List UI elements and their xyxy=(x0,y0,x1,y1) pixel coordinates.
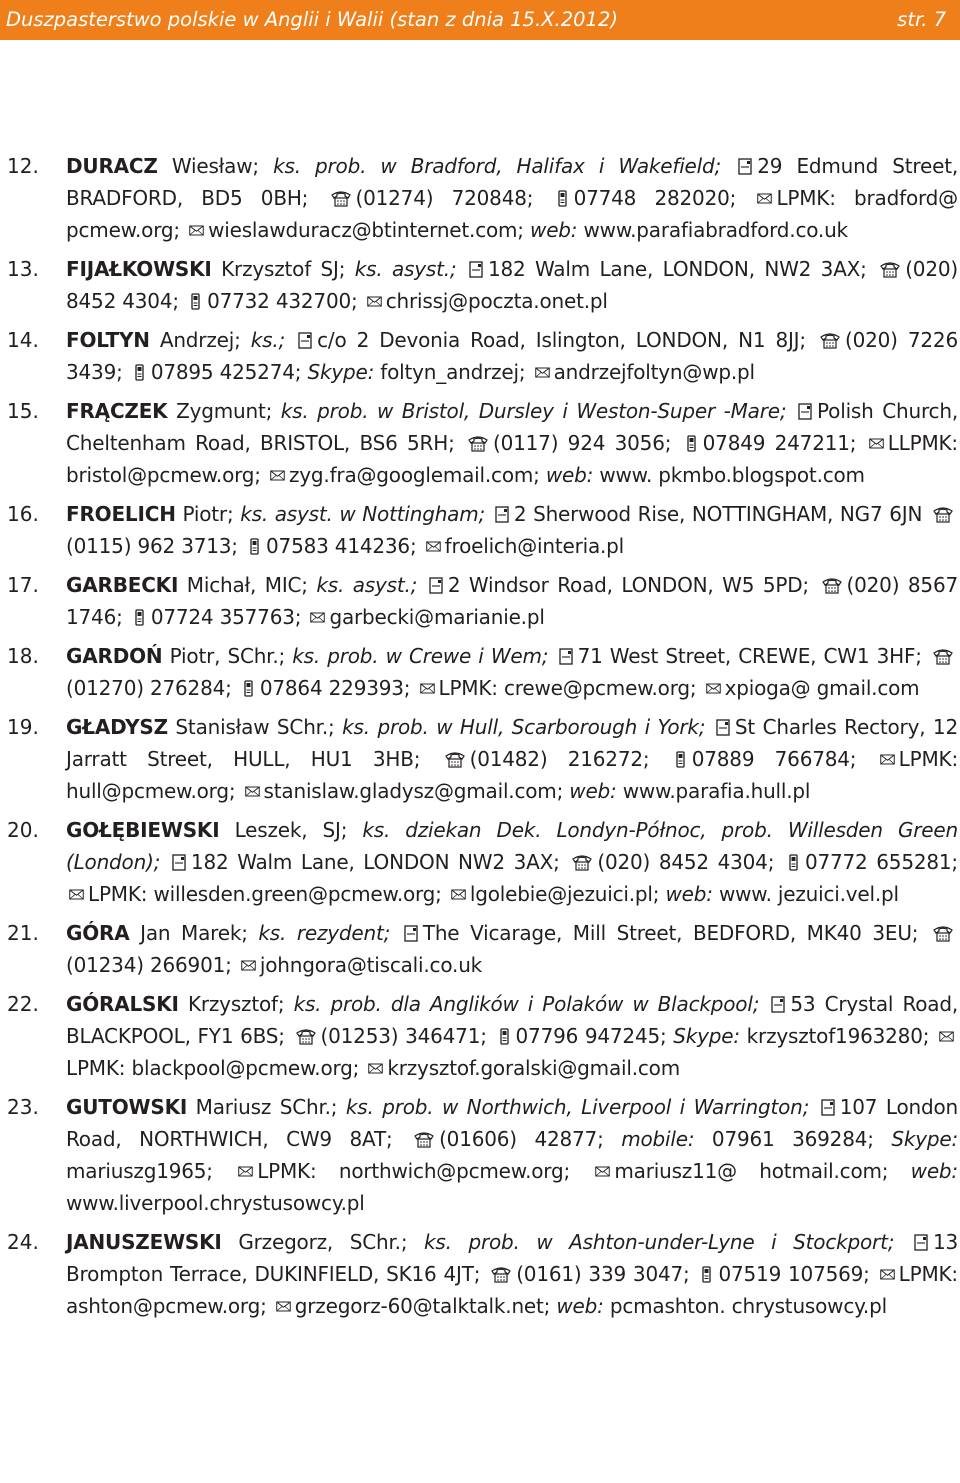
entry-name: GÓRALSKI xyxy=(66,992,179,1016)
entry-title: ks. prob. dla Anglików i Polaków w Blackpool; xyxy=(293,992,760,1016)
entry-email[interactable]: johngora@tiscali.co.uk xyxy=(259,953,483,977)
phone-icon xyxy=(879,260,901,278)
entry-name: GÓRA xyxy=(66,921,130,945)
entry-firstname: Stanisław SChr.; xyxy=(167,715,343,739)
entry-address: 29 Edmund Street, BRADFORD, BD5 0BH; xyxy=(66,154,958,210)
page-number: str. 7 xyxy=(897,8,946,31)
email-icon xyxy=(245,783,260,800)
email-icon xyxy=(426,538,441,555)
web-label: web: xyxy=(530,218,578,242)
entry-firstname: Piotr; xyxy=(175,502,241,526)
entry-mobile: 07849 247211; xyxy=(702,431,857,455)
email-icon xyxy=(367,293,382,310)
entry-name: FRĄCZEK xyxy=(66,399,168,423)
directory-list xyxy=(0,150,960,1322)
mobile-icon xyxy=(555,190,570,207)
entry-website[interactable]: www.parafiabradford.co.uk xyxy=(583,218,848,242)
entry-firstname: Piotr, SChr.; xyxy=(162,644,293,668)
directory-entry xyxy=(0,1091,960,1219)
entry-firstname: Leszek, SJ; xyxy=(219,818,363,842)
entry-email[interactable]: garbecki@marianie.pl xyxy=(329,605,545,629)
email-icon xyxy=(276,1298,291,1315)
entry-phone: (020) 7226 3439; xyxy=(66,328,958,384)
address-icon xyxy=(404,925,419,942)
email-icon xyxy=(535,364,550,381)
directory-entry xyxy=(0,917,960,981)
entry-title: ks. asyst.; xyxy=(354,257,457,281)
entry-number: 13. xyxy=(7,257,39,281)
phone-icon xyxy=(413,1130,435,1148)
entry-name: GUTOWSKI xyxy=(66,1095,188,1119)
entry-website[interactable]: pcmashton. chrystusowcy.pl xyxy=(609,1294,887,1318)
address-icon xyxy=(559,648,574,665)
phone-icon xyxy=(821,576,843,594)
email-icon xyxy=(238,1163,253,1180)
address-icon xyxy=(821,1099,836,1116)
email-icon xyxy=(69,886,84,903)
entry-title: ks. prob. w Crewe i Wem; xyxy=(292,644,549,668)
entry-firstname: Wiesław; xyxy=(157,154,274,178)
entry-address: St Charles Rectory, 12 Jarratt Street, HULL, HU1 3HB; xyxy=(66,715,958,771)
phone-icon xyxy=(467,434,489,452)
entry-number: 23. xyxy=(7,1095,39,1119)
entry-email[interactable]: stanislaw.gladysz@gmail.com; xyxy=(263,779,564,803)
entry-email[interactable]: chrissj@poczta.onet.pl xyxy=(385,289,608,313)
entry-email[interactable]: wieslawduracz@btinternet.com; xyxy=(208,218,524,242)
entry-phone: (0161) 339 3047; xyxy=(516,1262,690,1286)
entry-firstname: Grzegorz, SChr.; xyxy=(221,1230,425,1254)
entry-address: 71 West Street, CREWE, CW1 3HF; xyxy=(577,644,922,668)
entry-website[interactable]: www. pkmbo.blogspot.com xyxy=(599,463,865,487)
address-icon xyxy=(429,577,444,594)
entry-name: JANUSZEWSKI xyxy=(66,1230,222,1254)
entry-body xyxy=(66,324,958,388)
entry-mobile: 07961 369284; xyxy=(711,1127,874,1151)
email-icon xyxy=(270,467,285,484)
entry-email[interactable]: LPMK: blackpool@pcmew.org; xyxy=(66,1056,360,1080)
entry-name: FIJAŁKOWSKI xyxy=(66,257,212,281)
address-icon xyxy=(798,403,813,420)
entry-body xyxy=(66,1226,958,1322)
entry-mobile: 07796 947245; xyxy=(515,1024,667,1048)
directory-entry xyxy=(0,640,960,704)
entry-phone: (020) 8452 4304; xyxy=(597,850,775,874)
entry-body xyxy=(66,640,958,704)
email-icon xyxy=(368,1060,383,1077)
entry-name: GARBECKI xyxy=(66,573,179,597)
entry-number: 21. xyxy=(7,921,39,945)
mobile-icon xyxy=(241,680,256,697)
entry-website[interactable]: www. jezuici.vel.pl xyxy=(718,882,899,906)
entry-email[interactable]: LPMK: crewe@pcmew.org; xyxy=(438,676,697,700)
entry-email[interactable]: zyg.fra@googlemail.com; xyxy=(289,463,540,487)
entry-body xyxy=(66,988,958,1084)
entry-body xyxy=(66,1091,958,1219)
phone-icon xyxy=(330,189,352,207)
web-label: web: xyxy=(665,882,713,906)
entry-mobile: 07519 107569; xyxy=(718,1262,870,1286)
mobile-icon xyxy=(786,854,801,871)
entry-email[interactable]: froelich@interia.pl xyxy=(444,534,625,558)
entry-email[interactable]: LPMK: northwich@pcmew.org; xyxy=(257,1159,571,1183)
entry-name: GŁADYSZ xyxy=(66,715,168,739)
address-icon xyxy=(298,332,313,349)
entry-number: 14. xyxy=(7,328,39,352)
entry-title: ks. asyst.; xyxy=(316,573,418,597)
page-header xyxy=(0,0,960,40)
mobile-icon xyxy=(699,1266,714,1283)
directory-entry xyxy=(0,1226,960,1322)
entry-phone: (01270) 276284; xyxy=(66,676,232,700)
directory-entry xyxy=(0,569,960,633)
entry-email[interactable]: grzegorz-60@talktalk.net; xyxy=(294,1294,551,1318)
entry-title: ks. prob. w Hull, Scarborough i York; xyxy=(342,715,706,739)
entry-phone: (01274) 720848; xyxy=(355,186,534,210)
entry-phone: (01253) 346471; xyxy=(320,1024,487,1048)
entry-address: 13 Brompton Terrace, DUKINFIELD, SK16 4JT; xyxy=(66,1230,958,1286)
entry-skype: krzysztof1963280; xyxy=(746,1024,930,1048)
entry-phone: (0117) 924 3056; xyxy=(493,431,672,455)
email-icon xyxy=(757,190,772,207)
entry-mobile: 07732 432700; xyxy=(207,289,358,313)
entry-skype: foltyn_andrzej; xyxy=(380,360,526,384)
entry-number: 16. xyxy=(7,502,39,526)
entry-name: FOLTYN xyxy=(66,328,150,352)
email-icon xyxy=(880,1266,895,1283)
mobile-icon xyxy=(684,435,699,452)
entry-body xyxy=(66,814,958,910)
entry-mobile: 07748 282020; xyxy=(573,186,737,210)
entry-email[interactable]: andrzejfoltyn@wp.pl xyxy=(553,360,755,384)
entry-mobile: 07724 357763; xyxy=(150,605,302,629)
mobile-icon xyxy=(188,293,203,310)
phone-icon xyxy=(490,1265,512,1283)
phone-icon xyxy=(295,1027,317,1045)
entry-title: ks. prob. w Bristol, Dursley i Weston-Super -Mare; xyxy=(280,399,787,423)
phone-icon xyxy=(571,853,593,871)
entry-title: ks. prob. w Bradford, Halifax i Wakefield; xyxy=(273,154,722,178)
entry-phone: (01482) 216272; xyxy=(469,747,650,771)
entry-email[interactable]: krzysztof.goralski@gmail.com xyxy=(387,1056,680,1080)
entry-name: GOŁĘBIEWSKI xyxy=(66,818,220,842)
entry-address: 2 Sherwood Rise, NOTTINGHAM, NG7 6JN xyxy=(513,502,923,526)
mobile-icon xyxy=(247,538,262,555)
entry-email[interactable]: LPMK: ashton@pcmew.org; xyxy=(66,1262,958,1318)
entry-name: DURACZ xyxy=(66,154,158,178)
phone-icon xyxy=(932,924,954,942)
entry-address: The Vicarage, Mill Street, BEDFORD, MK40 3EU; xyxy=(422,921,919,945)
entry-body xyxy=(66,395,958,491)
entry-address: 182 Walm Lane, LONDON NW2 3AX; xyxy=(190,850,560,874)
email-icon xyxy=(189,222,204,239)
entry-skype: mariuszg1965; xyxy=(66,1159,213,1183)
entry-number: 18. xyxy=(7,644,39,668)
email-icon xyxy=(706,680,721,697)
entry-title: ks.; xyxy=(250,328,286,352)
mobile-icon xyxy=(673,751,688,768)
entry-address: 2 Windsor Road, LONDON, W5 5PD; xyxy=(447,573,809,597)
directory-entry xyxy=(0,324,960,388)
entry-email[interactable]: lgolebie@jezuici.pl; xyxy=(469,882,660,906)
entry-phone: (0115) 962 3713; xyxy=(66,534,238,558)
entry-address: 107 London Road, NORTHWICH, CW9 8AT; xyxy=(66,1095,958,1151)
phone-icon xyxy=(932,647,954,665)
entry-name: FROELICH xyxy=(66,502,176,526)
entry-title: ks. asyst. w Nottingham; xyxy=(240,502,486,526)
header-title: Duszpasterstwo polskie w Anglii i Walii (stan z dnia 15.X.2012) xyxy=(6,8,618,31)
entry-mobile: 07583 414236; xyxy=(266,534,417,558)
entry-firstname: Zygmunt; xyxy=(167,399,281,423)
directory-entry xyxy=(0,150,960,246)
phone-icon xyxy=(444,750,466,768)
email-icon xyxy=(869,435,884,452)
entry-phone: (01606) 42877; xyxy=(439,1127,604,1151)
directory-entry xyxy=(0,711,960,807)
mobile-label: mobile: xyxy=(621,1127,695,1151)
email-icon xyxy=(420,680,435,697)
entry-number: 12. xyxy=(7,154,39,178)
directory-entry xyxy=(0,395,960,491)
entry-address: Polish Church, Cheltenham Road, BRISTOL, BS6 5RH; xyxy=(66,399,958,455)
entry-number: 17. xyxy=(7,573,39,597)
address-icon xyxy=(469,261,484,278)
web-label: web: xyxy=(569,779,617,803)
skype-label: Skype: xyxy=(891,1127,958,1151)
entry-number: 20. xyxy=(7,818,39,842)
directory-entry xyxy=(0,498,960,562)
web-label: web: xyxy=(545,463,594,487)
address-icon xyxy=(914,1234,929,1251)
entry-title: ks. rezydent; xyxy=(258,921,391,945)
entry-name: GARDOŃ xyxy=(66,644,163,668)
address-icon xyxy=(495,506,510,523)
entry-mobile: 07895 425274; xyxy=(150,360,302,384)
entry-body xyxy=(66,150,958,246)
entry-firstname: Jan Marek; xyxy=(129,921,259,945)
entry-body xyxy=(66,569,958,633)
address-icon xyxy=(716,719,731,736)
directory-entry xyxy=(0,253,960,317)
entry-body xyxy=(66,917,958,981)
directory-entry xyxy=(0,988,960,1084)
entry-firstname: Michał, MIC; xyxy=(178,573,317,597)
entry-firstname: Krzysztof; xyxy=(178,992,294,1016)
entry-phone: (020) 8567 1746; xyxy=(66,573,958,629)
address-icon xyxy=(771,996,786,1013)
entry-address: 53 Crystal Road, BLACKPOOL, FY1 6BS; xyxy=(66,992,958,1048)
entry-email[interactable]: xpioga@ gmail.com xyxy=(724,676,920,700)
web-label: web: xyxy=(556,1294,604,1318)
skype-label: Skype: xyxy=(673,1024,740,1048)
entry-firstname: Andrzej; xyxy=(149,328,251,352)
address-icon xyxy=(738,158,753,175)
entry-title: ks. dziekan Dek. Londyn-Północ, prob. Willesden Green (London); xyxy=(66,818,958,874)
directory-entry xyxy=(0,814,960,910)
entry-phone: (01234) 266901; xyxy=(66,953,232,977)
email-icon xyxy=(241,957,256,974)
skype-label: Skype: xyxy=(307,360,375,384)
entry-website[interactable]: www.liverpool.chrystusowcy.pl xyxy=(66,1191,365,1215)
entry-mobile: 07889 766784; xyxy=(691,747,857,771)
entry-body xyxy=(66,498,958,562)
entry-email[interactable]: mariusz11@ hotmail.com; xyxy=(614,1159,889,1183)
entry-email[interactable]: LPMK: willesden.green@pcmew.org; xyxy=(88,882,442,906)
entry-mobile: 07864 229393; xyxy=(259,676,411,700)
mobile-icon xyxy=(132,609,147,626)
email-icon xyxy=(880,751,895,768)
entry-number: 15. xyxy=(7,399,39,423)
web-label: web: xyxy=(910,1159,958,1183)
entry-firstname: Mariusz SChr.; xyxy=(187,1095,346,1119)
address-icon xyxy=(172,854,187,871)
entry-body xyxy=(66,253,958,317)
entry-number: 22. xyxy=(7,992,39,1016)
email-icon xyxy=(939,1028,954,1045)
entry-email[interactable]: LPMK: bradford@ pcmew.org; xyxy=(66,186,958,242)
email-icon xyxy=(595,1163,610,1180)
entry-title: ks. prob. w Ashton-under-Lyne i Stockport; xyxy=(424,1230,895,1254)
entry-website[interactable]: www.parafia.hull.pl xyxy=(622,779,811,803)
email-icon xyxy=(310,609,325,626)
phone-icon xyxy=(932,505,954,523)
entry-body xyxy=(66,711,958,807)
entry-mobile: 07772 655281; xyxy=(804,850,958,874)
entry-number: 24. xyxy=(7,1230,39,1254)
entry-title: ks. prob. w Northwich, Liverpool i Warrington; xyxy=(345,1095,810,1119)
entry-phone: (020) 8452 4304; xyxy=(66,257,958,313)
mobile-icon xyxy=(132,364,147,381)
entry-address: c/o 2 Devonia Road, Islington, LONDON, N1 8JJ; xyxy=(317,328,806,352)
phone-icon xyxy=(819,331,841,349)
email-icon xyxy=(451,886,466,903)
entry-email[interactable]: LLPMK: bristol@pcmew.org; xyxy=(66,431,958,487)
entry-address: 182 Walm Lane, LONDON, NW2 3AX; xyxy=(487,257,867,281)
mobile-icon xyxy=(497,1028,512,1045)
entry-firstname: Krzysztof SJ; xyxy=(211,257,355,281)
entry-email[interactable]: LPMK: hull@pcmew.org; xyxy=(66,747,958,803)
entry-number: 19. xyxy=(7,715,39,739)
